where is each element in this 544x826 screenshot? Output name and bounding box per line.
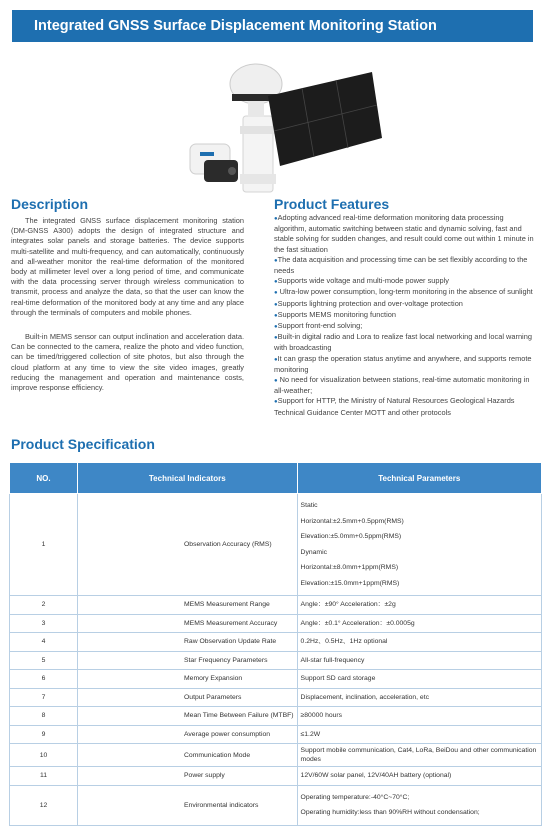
- row-parameters: ≥80000 hours: [297, 707, 541, 726]
- table-row: [10, 707, 542, 726]
- description-paragraph: The integrated GNSS surface displacement monitoring station (DM-GNSS A300) adopts the design of integrated structure and integrates solar panels and storage batteries. The device supports multi-satellite and multi-frequency, and can automatically, continuously and all-weather monitor the real-time deformation of the monitored body at millimeter level over a long period of time, and communicate with the data processing server through wireless communication to transmit, process and analyze the data, so that the user can know the real-time deformation of the monitored body at any time and any place through the terminals of computers and mobile phones.: [11, 216, 244, 317]
- parameter-line: Static: [300, 502, 318, 509]
- features-list: [274, 213, 536, 418]
- column-header-parameters: Technical Parameters: [297, 463, 541, 494]
- row-parameters: 0.2Hz、0.5Hz、1Hz optional: [297, 633, 541, 652]
- row-number: 11: [10, 767, 78, 786]
- row-parameters: [297, 494, 541, 596]
- row-indicator: Output Parameters: [78, 688, 298, 707]
- feature-item: ● No need for visualization between stations, real-time automatic monitoring in all-weather;: [274, 375, 536, 396]
- row-number: 6: [10, 670, 78, 689]
- feature-item: ● Ultra-low power consumption, long-term monitoring in the absence of sunlight: [274, 287, 536, 298]
- gnss-mast-icon: [240, 116, 276, 192]
- feature-item: ● Built-in digital radio and Lora to realize fast local networking and local warning with broadcasting: [274, 332, 536, 353]
- row-number: 4: [10, 633, 78, 652]
- table-row: [10, 614, 542, 633]
- row-number: 3: [10, 614, 78, 633]
- row-indicator: Observation Accuracy (RMS): [78, 494, 298, 596]
- row-indicator: Mean Time Between Failure (MTBF): [78, 707, 298, 726]
- feature-item: ● Adopting advanced real-time deformation monitoring data processing algorithm, automatic switching between static and dynamic solving, fast and stable solving for sudden changes, and result could come out within 1 minute in the fast situation: [274, 213, 536, 255]
- description-body: [11, 216, 244, 393]
- row-number: 10: [10, 744, 78, 767]
- row-indicator: Memory Expansion: [78, 670, 298, 689]
- parameter-line: Elevation:±15.0mm+1ppm(RMS): [300, 579, 400, 587]
- table-row: [10, 688, 542, 707]
- parameter-line: Operating temperature:-40°C~70°C;: [300, 793, 410, 801]
- row-parameters: Support SD card storage: [297, 670, 541, 689]
- row-parameters: Angle：±0.1° Acceleration：±0.0005g: [297, 614, 541, 633]
- feature-item: ● Support front-end solving;: [274, 321, 536, 332]
- feature-item: ● Support for HTTP, the Ministry of Natural Resources Geological Hazards Technical Guidance Center MOTT and other protocols: [274, 396, 536, 417]
- table-row: [10, 785, 542, 825]
- column-header-indicators: Technical Indicators: [78, 463, 298, 494]
- row-indicator: Communication Mode: [78, 744, 298, 767]
- row-number: 2: [10, 596, 78, 615]
- description-heading: Description: [11, 196, 89, 212]
- feature-item: ● Supports wide voltage and multi-mode power supply: [274, 276, 536, 287]
- row-indicator: Environmental indicators: [78, 785, 298, 825]
- product-image: [150, 56, 400, 192]
- row-parameters: [297, 785, 541, 825]
- row-indicator: Average power consumption: [78, 725, 298, 744]
- feature-item: ● The data acquisition and processing time can be set flexibly according to the needs: [274, 255, 536, 276]
- camera-icon: [190, 144, 238, 182]
- row-indicator: Power supply: [78, 767, 298, 786]
- parameter-line: Elevation:±5.0mm+0.5ppm(RMS): [300, 533, 402, 540]
- row-parameters: Displacement, inclination, acceleration, etc: [297, 688, 541, 707]
- row-number: 7: [10, 688, 78, 707]
- row-number: 9: [10, 725, 78, 744]
- table-row: [10, 744, 542, 767]
- parameter-line: Horizontal:±2.5mm+0.5ppm(RMS): [300, 517, 404, 525]
- parameter-line: Dynamic: [300, 548, 327, 556]
- specification-table: [9, 462, 542, 826]
- feature-item: ● Supports MEMS monitoring function: [274, 310, 536, 321]
- feature-item: ● It can grasp the operation status anytime and anywhere, and supports remote monitoring: [274, 354, 536, 375]
- table-row: [10, 725, 542, 744]
- row-parameters: All-star full-frequency: [297, 651, 541, 670]
- features-heading: Product Features: [274, 196, 390, 212]
- table-row: [10, 596, 542, 615]
- table-row: [10, 494, 542, 596]
- row-parameters: Support mobile communication, Cat4, LoRa, BeiDou and other communication modes: [297, 744, 541, 767]
- table-header-row: [10, 463, 542, 494]
- row-number: 1: [10, 494, 78, 596]
- table-row: [10, 767, 542, 786]
- row-indicator: MEMS Measurement Range: [78, 596, 298, 615]
- row-parameters: ≤1.2W: [297, 725, 541, 744]
- row-parameters: 12V/60W solar panel, 12V/40AH battery (optional): [297, 767, 541, 786]
- description-paragraph: Built-in MEMS sensor can output inclination and acceleration data. Can be connected to the camera, realize the photo and video function, can be timed/triggered collection of site photos, but also through the cloud platform at any time to view the site video images, greatly reducing the management and operation and maintenance costs, improve response efficiency.: [11, 332, 244, 393]
- row-number: 5: [10, 651, 78, 670]
- row-indicator: Raw Observation Update Rate: [78, 633, 298, 652]
- row-number: 12: [10, 785, 78, 825]
- parameter-line: Operating humidity:less than 90%RH without condensation;: [300, 809, 480, 816]
- table-row: [10, 633, 542, 652]
- page-title: Integrated GNSS Surface Displacement Monitoring Station: [12, 10, 533, 42]
- specification-heading: Product Specification: [11, 436, 155, 452]
- feature-item: ● Supports lightning protection and over-voltage protection: [274, 299, 536, 310]
- row-number: 8: [10, 707, 78, 726]
- parameter-line: Horizontal:±8.0mm+1ppm(RMS): [300, 564, 399, 571]
- column-header-no: NO.: [10, 463, 78, 494]
- table-row: [10, 651, 542, 670]
- solar-panel-icon: [268, 72, 382, 166]
- row-parameters: Angle：±90° Acceleration：±2g: [297, 596, 541, 615]
- row-indicator: Star Frequency Parameters: [78, 651, 298, 670]
- table-row: [10, 670, 542, 689]
- row-indicator: MEMS Measurement Accuracy: [78, 614, 298, 633]
